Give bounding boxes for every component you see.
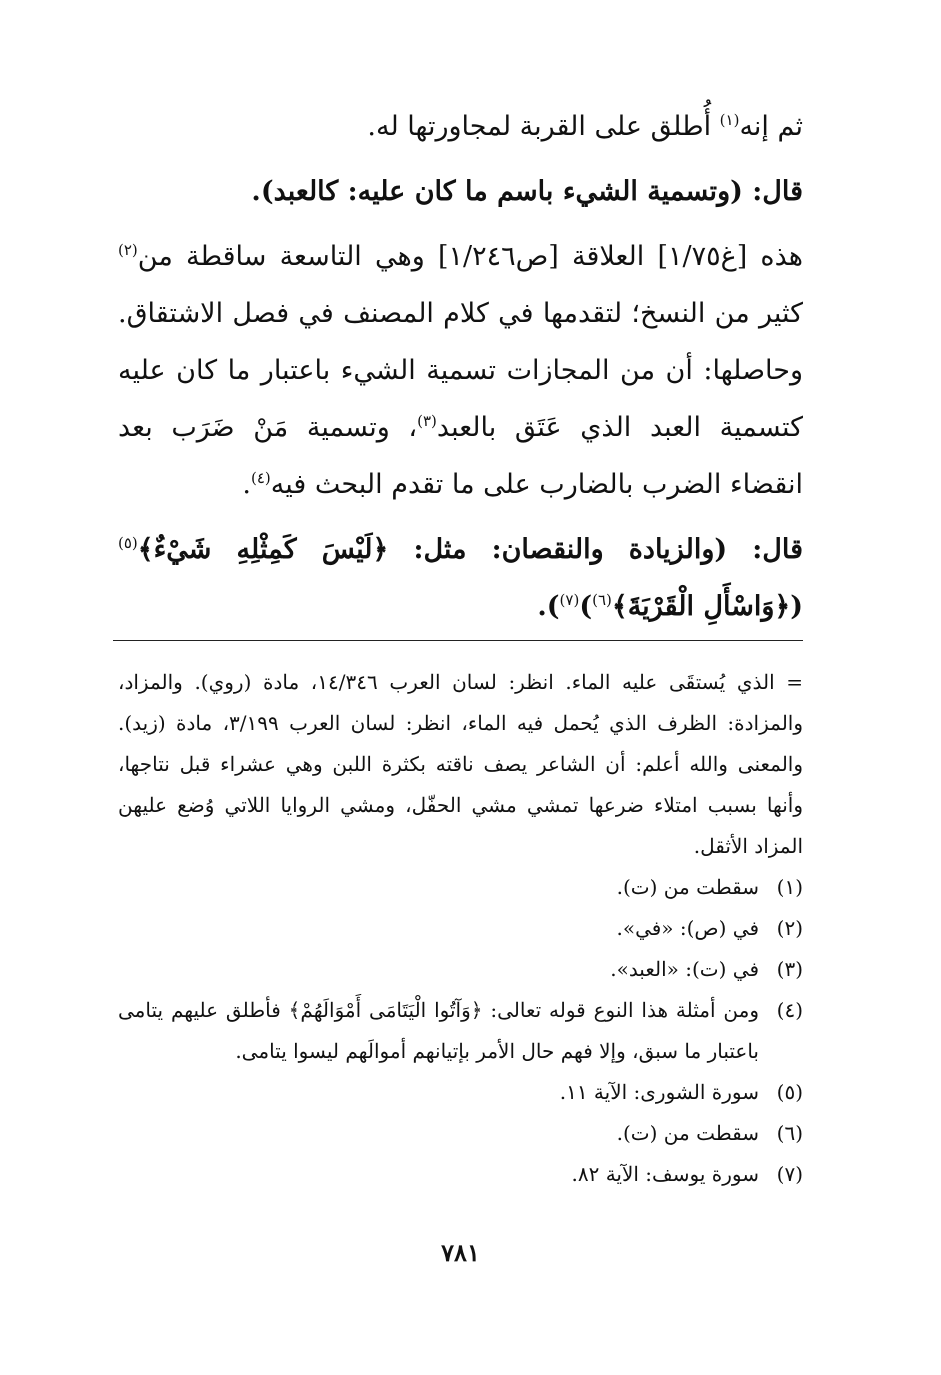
footnote-item <box>118 1113 803 1154</box>
footnote-number: (٧) <box>776 1162 803 1186</box>
main-text <box>118 98 803 635</box>
section-heading-2: قال: (والزيادة والنقصان: مثل: ﴿لَيْسَ كَمِثْلِهِ شَيْءٌ﴾$^{(٥)}$(﴿وَاسْأَلِ الْقَرْيَةَ﴾$^{(٦)}$)$^{(٧)}$). <box>118 534 803 622</box>
opening-line: ثم إنه$^{(١)}$ أُطلق على القربة لمجاورتها له. <box>367 111 803 142</box>
footnote-number: (١) <box>776 875 803 899</box>
footnote-ref-4[interactable]: (٤) <box>250 469 271 487</box>
footnote-item <box>118 990 803 1072</box>
footnote-ref-3[interactable]: (٣) <box>417 412 437 430</box>
footnote-text: في (ص): «في». <box>616 916 759 940</box>
footnote-ref-1[interactable]: (١) <box>719 111 740 129</box>
footnote-item <box>118 908 803 949</box>
footnote-text: ومن أمثلة هذا النوع قوله تعالى: ﴿وَآتُوا الْيَتَامَى أَمْوَالَهُمْ﴾ فأطلق عليهم يتامى باعتبار ما سبق، وإلا فهم حال الأمر بإتيانهم أموالَهم ليسوا يتامى. <box>118 998 759 1063</box>
footnote-text: سقطت من (ت). <box>616 875 759 899</box>
footnote-text: سقطت من (ت). <box>616 1121 759 1145</box>
footnote-text: في (ت): «العبد». <box>610 957 759 981</box>
footnote-ref-6[interactable]: (٦) <box>592 591 612 609</box>
footnote-number: (٤) <box>776 998 803 1022</box>
footnote-text: سورة الشورى: الآية ١١. <box>559 1080 759 1104</box>
book-page <box>118 0 803 1375</box>
footnote-item <box>118 1154 803 1195</box>
footnote-continuation: = الذي يُستقَى عليه الماء. انظر: لسان العرب ١٤/٣٤٦، مادة (روي). والمزاد، والمزادة: الظرف الذي يُحمل فيه الماء، انظر: لسان العرب ٣/١٩٩، مادة (زيد). والمعنى والله أعلم: أن الشاعر يصف ناقته بكثرة اللبن وهي عشراء قبل نتاجها، وأنها بسبب امتلاء ضرعها تمشي مشي الحفّل، ومشي الروايا اللاتي وُضع عليهن المزاد الأثقل. <box>118 670 804 858</box>
footnote-number: (٢) <box>776 916 803 940</box>
footnote-text: سورة يوسف: الآية ٨٢. <box>571 1162 759 1186</box>
footnote-ref-5[interactable]: (٥) <box>118 534 138 552</box>
footnote-number: (٣) <box>776 957 803 981</box>
section-heading-1: قال: (وتسمية الشيء باسم ما كان عليه: كالعبد). <box>251 176 803 207</box>
footnote-divider <box>113 640 803 641</box>
footnote-ref-2[interactable]: (٢) <box>118 241 138 259</box>
footnote-item <box>118 867 803 908</box>
footnotes-section <box>118 662 803 1195</box>
commentary-paragraph: هذه [غ١/٧٥] العلاقة [ص١/٢٤٦] وهي التاسعة ساقطة من$^{(٢)}$ كثير من النسخ؛ لتقدمها في كلام المصنف في فصل الاشتقاق. وحاصلها: أن من المجازات تسمية الشيء باعتبار ما كان عليه كتسمية العبد الذي عَتَق بالعبد$^{(٣)}$، وتسمية مَنْ ضَرَب بعد انقضاء الضرب بالضارب على ما تقدم البحث فيه$^{(٤)}$. <box>118 241 803 500</box>
footnote-number: (٦) <box>776 1121 803 1145</box>
footnote-item <box>118 1072 803 1113</box>
footnote-item <box>118 949 803 990</box>
footnote-number: (٥) <box>776 1080 803 1104</box>
page-number: ٧٨١ <box>441 1238 480 1267</box>
footnote-ref-7[interactable]: (٧) <box>559 591 580 609</box>
